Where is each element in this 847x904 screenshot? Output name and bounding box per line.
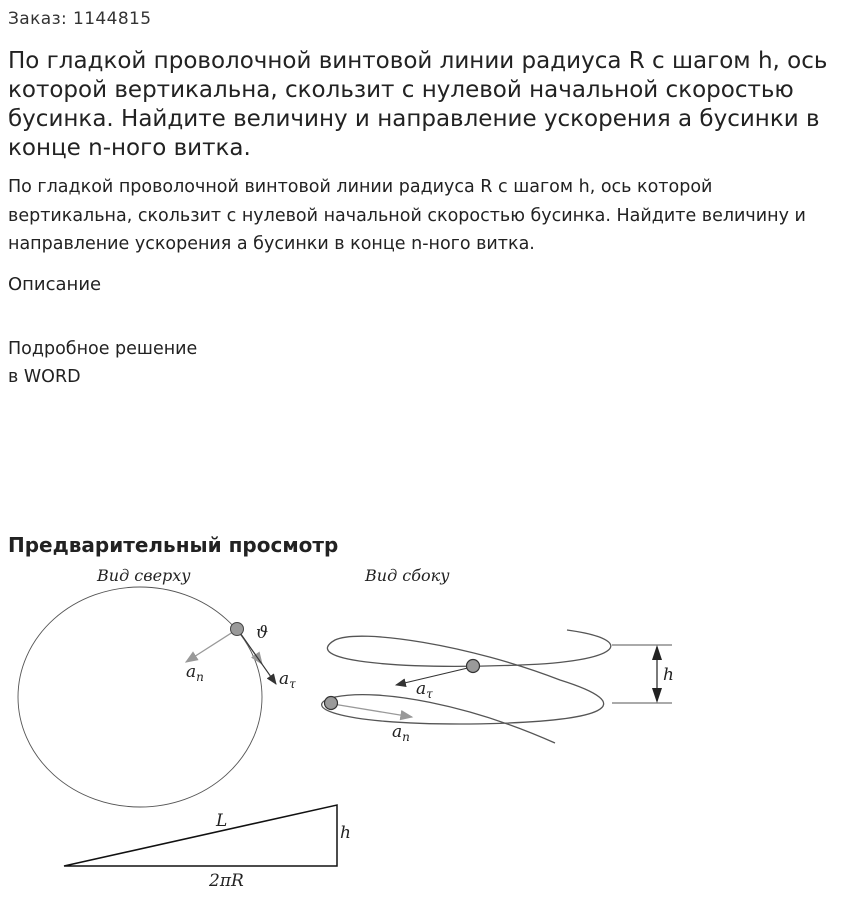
solution-info bbox=[8, 335, 197, 391]
top-view-caption: Вид сверху bbox=[97, 566, 191, 585]
h-arrowhead-up bbox=[652, 645, 662, 660]
at-label-side: $a_\tau$ bbox=[416, 679, 433, 701]
bead-top bbox=[231, 623, 244, 636]
L-label: L bbox=[216, 811, 228, 831]
h-label-triangle: h bbox=[340, 823, 351, 843]
an-label-side: $a_n$ bbox=[392, 722, 410, 744]
page-title: По гладкой проволочной винтовой линии радиуса R с шагом h, ось которой вертикальна, скользит с нулевой начальной скоростью бусинка. Найдите величину и направление ускорения а бусинки в конце n-ного витка. bbox=[8, 48, 828, 161]
bead-side-upper bbox=[467, 660, 480, 673]
side-view-caption: Вид сбоку bbox=[365, 566, 450, 585]
solution-line-1: Подробное решение bbox=[8, 339, 198, 359]
preview-heading: Предварительный просмотр bbox=[8, 533, 339, 557]
helix-curve bbox=[322, 630, 611, 743]
preview-figure bbox=[0, 560, 847, 900]
bead-side-lower bbox=[325, 697, 338, 710]
problem-description: По гладкой проволочной винтовой линии радиуса R с шагом h, ось которой вертикальна, скользит с нулевой начальной скоростью бусинка. Найдите величину и направление ускорения а бусинки в конце n-ного витка. bbox=[8, 177, 806, 254]
at-label-top: $a_\tau$ bbox=[279, 669, 296, 691]
description-heading: Описание bbox=[8, 274, 102, 295]
order-number: Заказ: 1144815 bbox=[8, 9, 152, 29]
h-label-side: h bbox=[663, 665, 674, 685]
solution-line-2: в WORD bbox=[8, 367, 81, 387]
an-arrow-side bbox=[333, 704, 412, 717]
an-label-top: $a_n$ bbox=[186, 662, 204, 684]
h-arrowhead-down bbox=[652, 688, 662, 703]
at-arrow-side bbox=[396, 667, 472, 685]
top-view-circle bbox=[18, 587, 262, 807]
2piR-label: 2πR bbox=[209, 871, 244, 891]
unwrapped-triangle bbox=[64, 805, 337, 866]
an-arrow-top bbox=[186, 630, 236, 662]
theta-label: ϑ bbox=[256, 623, 269, 643]
